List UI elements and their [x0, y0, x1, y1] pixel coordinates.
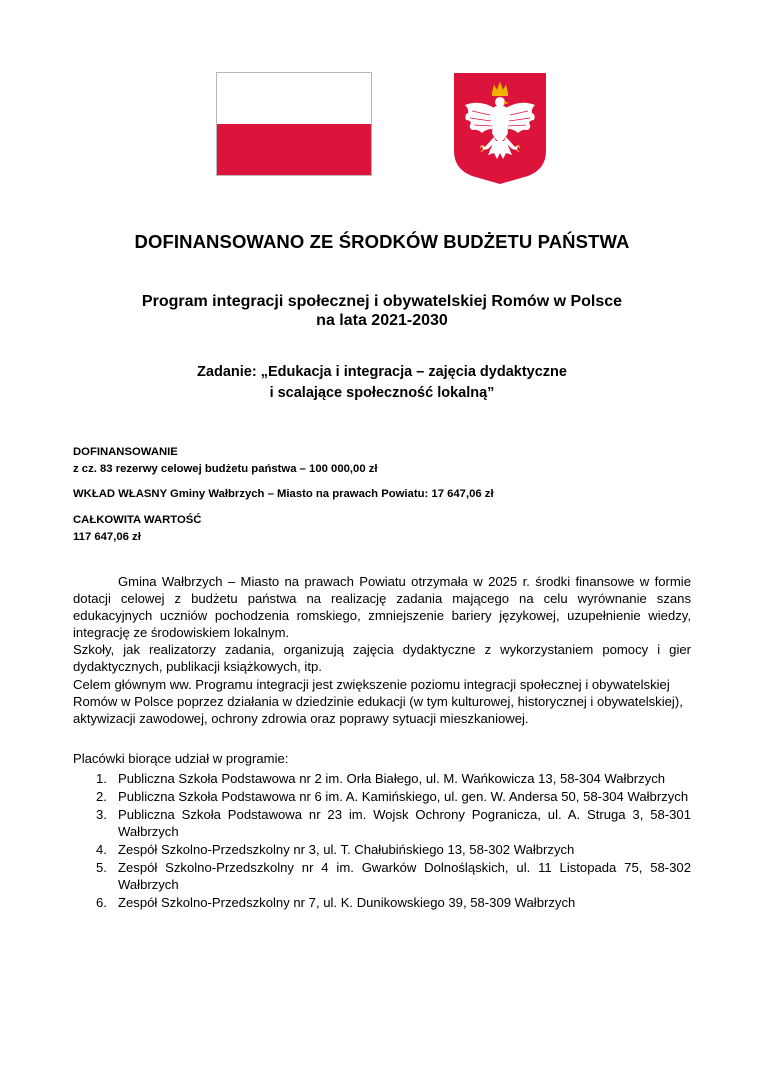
list-item-text: Zespół Szkolno-Przedszkolny nr 3, ul. T. Chałubińskiego 13, 58-302 Wałbrzych: [118, 842, 575, 857]
task-title-line2: i scalające społeczność lokalną”: [269, 385, 495, 401]
cofinancing-value: z cz. 83 rezerwy celowej budżetu państwa – 100 000,00 zł: [73, 463, 378, 475]
total-value-label: CAŁKOWITA WARTOŚĆ: [73, 514, 202, 526]
task-title-line1: Zadanie: „Edukacja i integracja – zajęcia dydaktyczne: [197, 364, 567, 380]
list-item: [73, 859, 691, 893]
list-item-text: Publiczna Szkoła Podstawowa nr 23 im. Wojsk Ochrony Pogranicza, ul. A. Struga 3, 58-301 Wałbrzych: [118, 807, 691, 839]
list-item-number: 5.: [96, 860, 107, 875]
description-paragraph-1: Gmina Wałbrzych – Miasto na prawach Powiatu otrzymała w 2025 r. środki finansowe w formie dotacji celowej z budżetu państwa na realizację zadania mającego na celu wyrównanie szans edukacyjnych uczniów pochodzenia romskiego, zmniejszenie bariery językowej, uzupełnienie wiedzy, integrację ze środowiskiem lokalnym.: [73, 574, 691, 641]
places-list: [73, 770, 691, 912]
places-list-title: Placówki biorące udział w programie:: [73, 751, 289, 766]
list-item-text: Publiczna Szkoła Podstawowa nr 2 im. Orła Białego, ul. M. Wańkowicza 13, 58-304 Wałbrzych: [118, 771, 666, 786]
total-value-amount: 117 647,06 zł: [73, 531, 141, 543]
flag-red-stripe: [217, 124, 371, 175]
polish-flag-icon: [216, 72, 372, 176]
list-item: [73, 841, 691, 858]
total-value-section: [73, 512, 693, 546]
list-item-number: 2.: [96, 789, 107, 804]
task-title: [60, 362, 704, 404]
list-item-text: Zespół Szkolno-Przedszkolny nr 4 im. Gwarków Dolnośląskich, ul. 11 Listopada 75, 58-302 Wałbrzych: [118, 860, 691, 892]
program-title-line2: na lata 2021-2030: [316, 312, 448, 329]
list-item: [73, 770, 691, 787]
list-item: [73, 788, 691, 805]
description-paragraph-2: Szkoły, jak realizatorzy zadania, organizują zajęcia dydaktyczne z wykorzystaniem pomocy i gier dydaktycznych, publikacji książkowych, itp.: [73, 642, 691, 675]
own-contribution: WKŁAD WŁASNY Gminy Wałbrzych – Miasto na prawach Powiatu: 17 647,06 zł: [73, 488, 494, 500]
polish-white-eagle-emblem-icon: [452, 71, 548, 185]
description-body: [73, 573, 691, 727]
list-item-number: 3.: [96, 807, 107, 822]
list-item-text: Zespół Szkolno-Przedszkolny nr 7, ul. K. Dunikowskiego 39, 58-309 Wałbrzych: [118, 895, 576, 910]
list-item-number: 1.: [96, 771, 107, 786]
program-title: [60, 292, 704, 330]
description-paragraph-3: Celem głównym ww. Programu integracji jest zwiększenie poziomu integracji społecznej i obywatelskiej Romów w Polsce poprzez działania w dziedzinie edukacji (w tym kulturowej, historycznej i obywatelskiej), aktywizacji zawodowej, ochrony zdrowia oraz poprawy sytuacji mieszkaniowej.: [73, 676, 683, 726]
list-item-number: 4.: [96, 842, 107, 857]
list-item: [73, 894, 691, 911]
list-item-text: Publiczna Szkoła Podstawowa nr 6 im. A. Kamińskiego, ul. gen. W. Andersa 50, 58-304 Wałbrzych: [118, 789, 689, 804]
list-item-number: 6.: [96, 895, 107, 910]
flag-white-stripe: [217, 73, 371, 124]
cofinancing-section: [73, 444, 693, 478]
list-item: [73, 806, 691, 840]
cofinancing-label: DOFINANSOWANIE: [73, 446, 178, 458]
program-title-line1: Program integracji społecznej i obywatelskiej Romów w Polsce: [141, 293, 623, 310]
funding-heading: DOFINANSOWANO ZE ŚRODKÓW BUDŻETU PAŃSTWA: [134, 231, 630, 252]
